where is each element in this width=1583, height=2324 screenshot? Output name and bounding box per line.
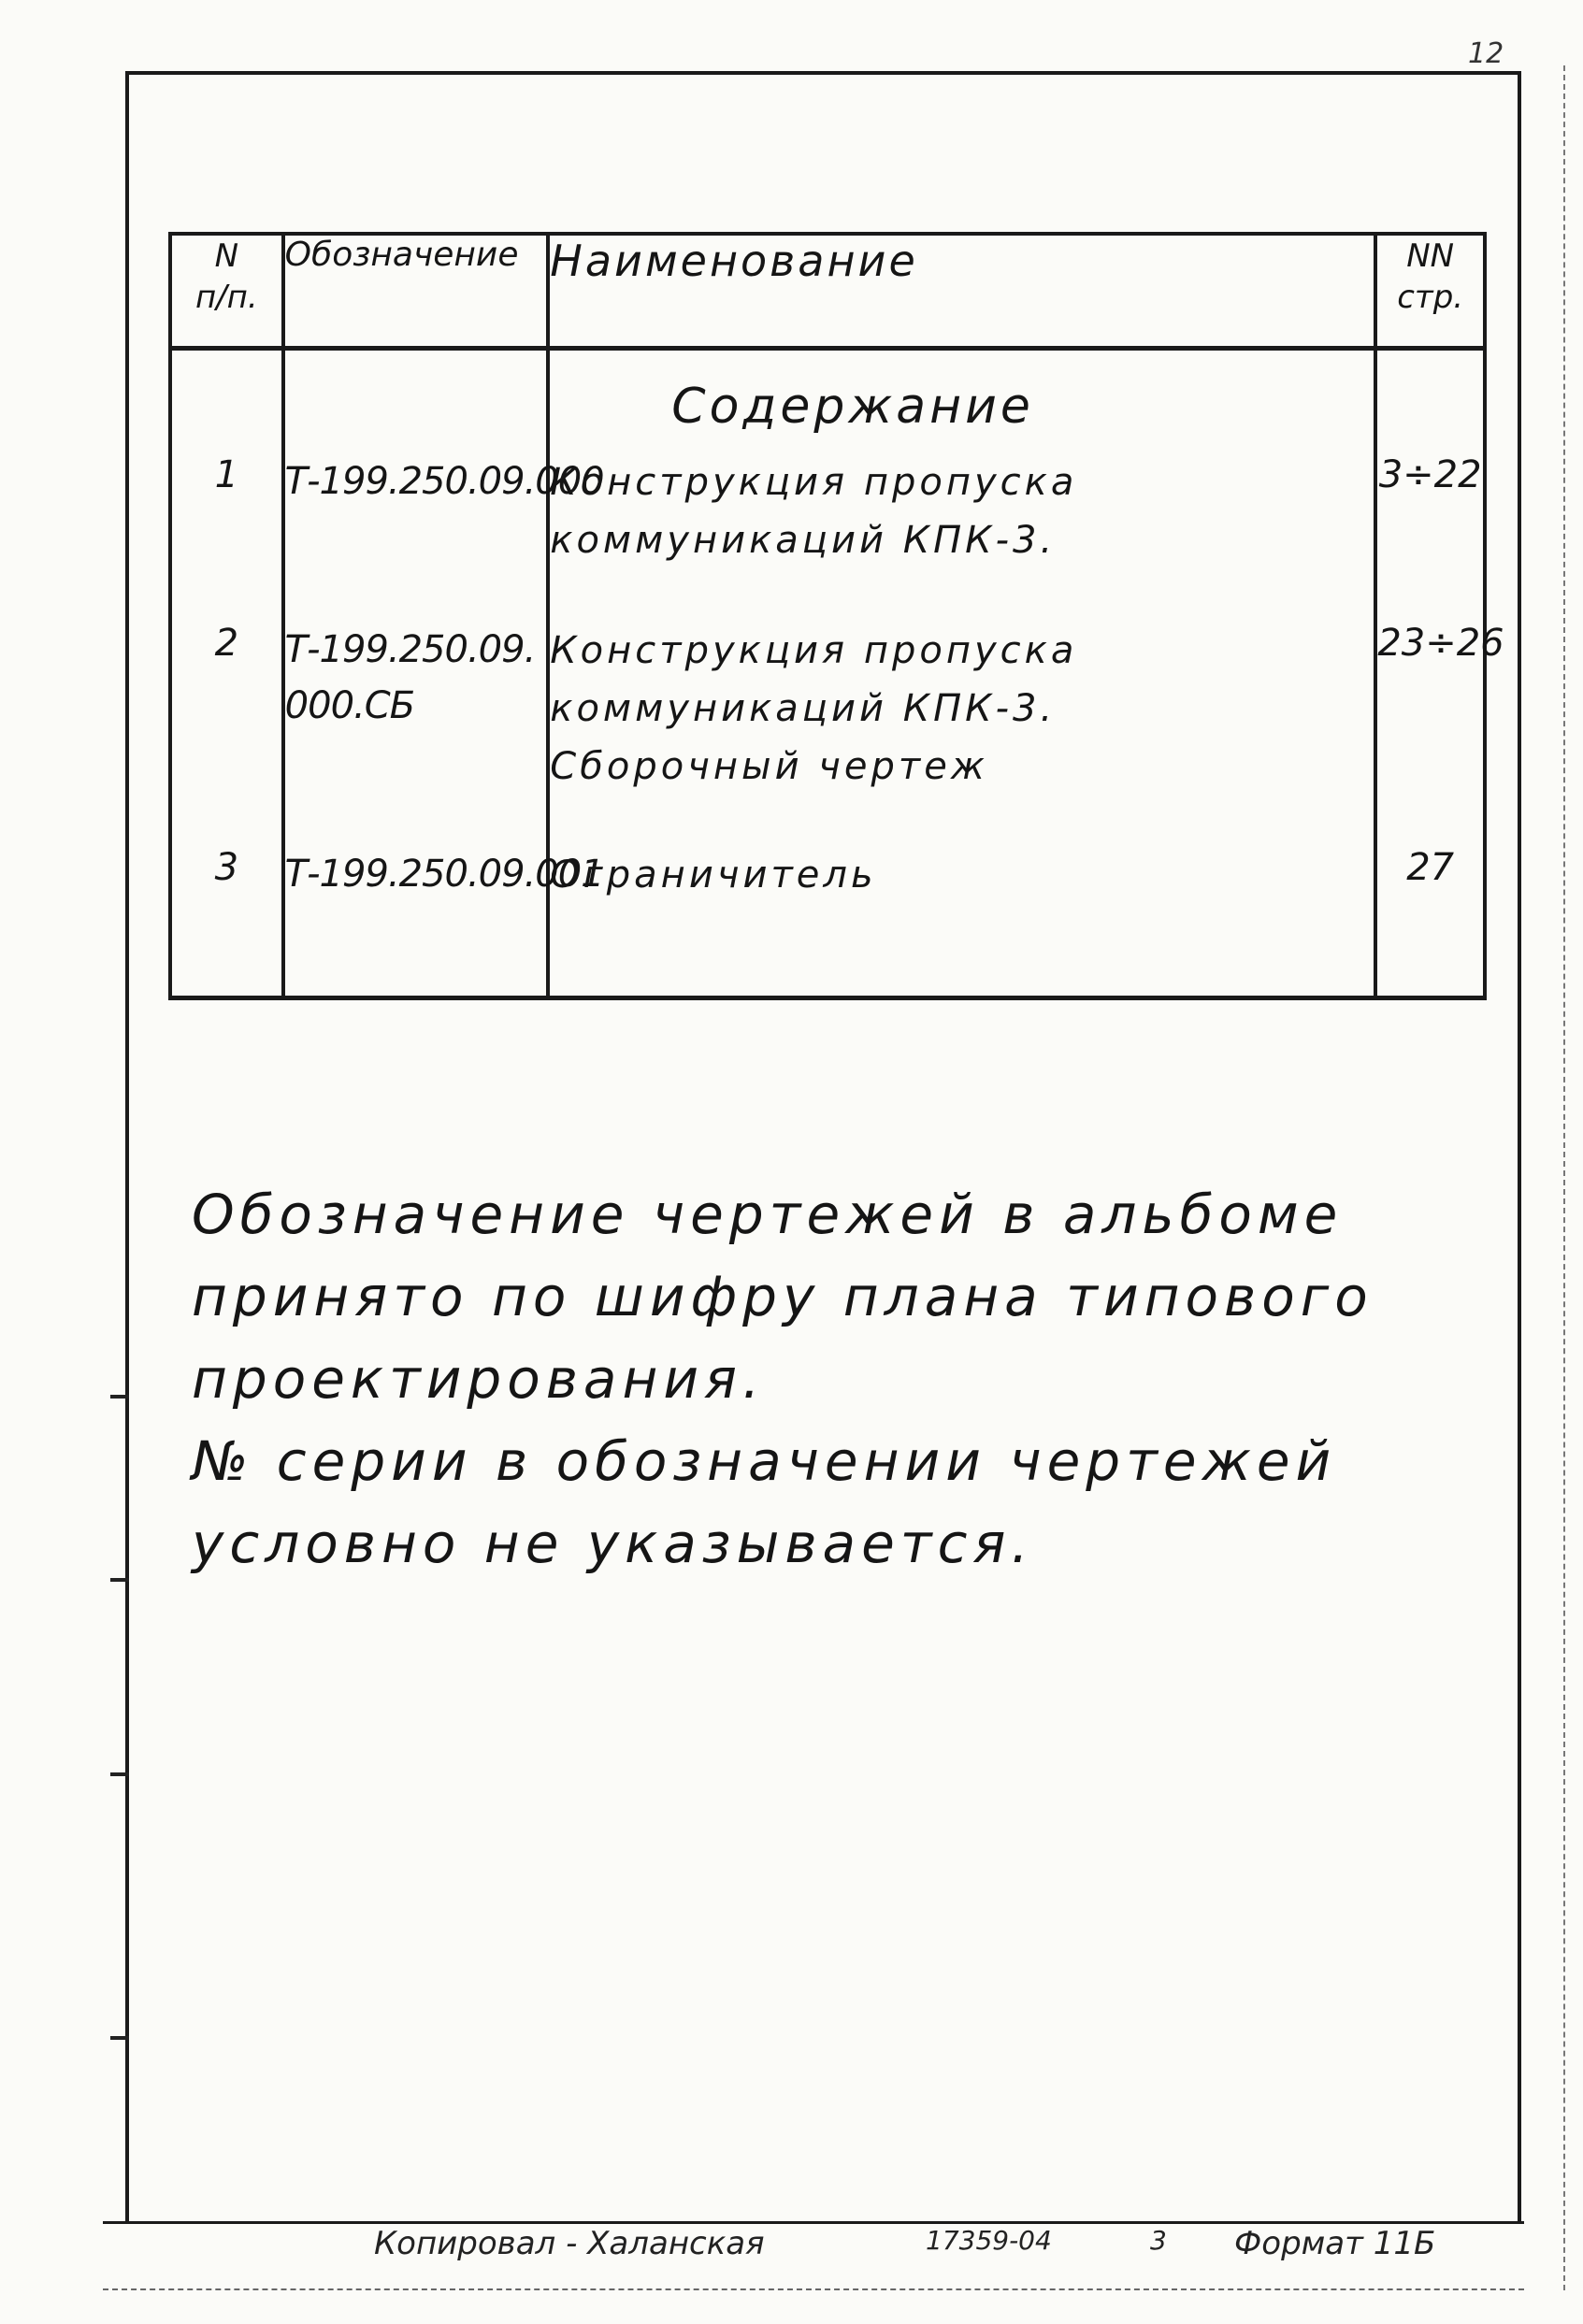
row-name	[548, 453, 1375, 622]
note-line: проектирования.	[192, 1347, 766, 1411]
row-pages: 27	[1375, 846, 1485, 998]
row-name-line: Сборочный чертеж	[550, 745, 988, 788]
footer-format: Формат 11Б	[1234, 2225, 1436, 2262]
row-designation: Т-199.250.09.001	[283, 846, 549, 998]
footer-sheet: 3	[1150, 2225, 1167, 2256]
header-number	[170, 234, 283, 349]
footer-copied-by: Копировал - Халанская	[374, 2225, 765, 2262]
section-row	[170, 349, 1485, 454]
margin-tick	[110, 2036, 129, 2040]
contents-table	[168, 232, 1504, 1000]
row-number: 2	[170, 622, 283, 846]
header-pages-label: NN стр.	[1397, 237, 1464, 316]
table-row	[170, 453, 1485, 622]
margin-tick	[110, 1395, 129, 1399]
note-line: Обозначение чертежей в альбоме	[192, 1183, 1344, 1246]
page-number: 12	[1468, 37, 1504, 70]
row-name-line: Ограничитель	[550, 854, 877, 897]
footer-stamp	[374, 2225, 1515, 2272]
note-line: условно не указывается.	[192, 1512, 1034, 1575]
row-pages: 3÷22	[1375, 453, 1485, 622]
row-name-line: коммуникаций КПК-3.	[550, 687, 1057, 730]
note-line: принято по шифру плана типового	[192, 1265, 1374, 1328]
row-number: 1	[170, 453, 283, 622]
table-row	[170, 846, 1485, 998]
footer-order: 17359-04	[926, 2225, 1052, 2256]
row-name	[548, 622, 1375, 846]
row-name-line: Конструкция пропуска	[550, 461, 1078, 504]
table-header-row	[170, 234, 1485, 349]
section-title: Содержание	[671, 379, 1034, 435]
table-row	[170, 622, 1485, 846]
note-line: № серии в обозначении чертежей	[192, 1429, 1337, 1493]
row-name-line: коммуникаций КПК-3.	[550, 519, 1057, 562]
drawing-note	[192, 1173, 1482, 1585]
row-name-line: Конструкция пропуска	[550, 629, 1078, 672]
header-number-label: N п/п.	[194, 237, 258, 316]
row-pages: 23÷26	[1375, 622, 1485, 846]
margin-tick	[110, 1578, 129, 1582]
footer-divider	[103, 2221, 1524, 2224]
header-designation: Обозначение	[283, 234, 549, 349]
row-designation: Т-199.250.09.000	[283, 453, 549, 622]
row-name	[548, 846, 1375, 998]
header-name: Наименование	[548, 234, 1375, 349]
margin-tick	[110, 1772, 129, 1776]
footer-cut-line	[103, 2288, 1524, 2290]
binding-edge-marks	[1563, 65, 1569, 2290]
header-pages	[1375, 234, 1485, 349]
row-number: 3	[170, 846, 283, 998]
row-designation: Т-199.250.09. 000.СБ	[283, 622, 549, 846]
